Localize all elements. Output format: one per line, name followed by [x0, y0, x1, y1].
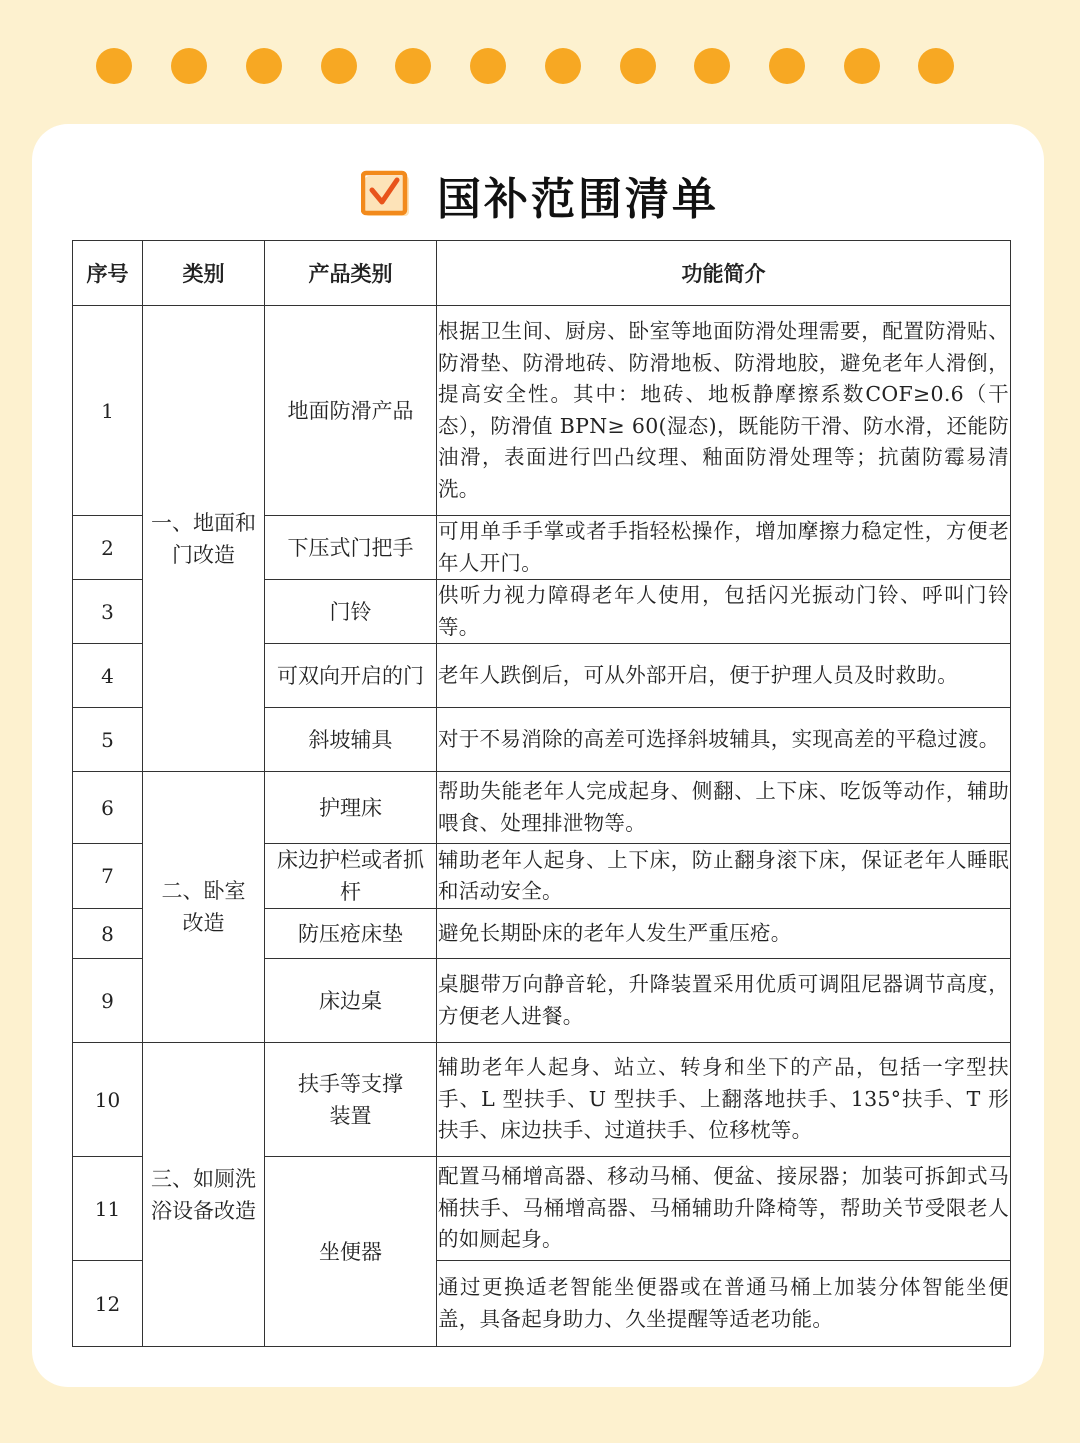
- table-row: [73, 306, 1011, 516]
- product-cell: 扶手等支撑装置: [265, 1043, 437, 1157]
- dot: [694, 48, 730, 84]
- dot: [545, 48, 581, 84]
- product-cell: 斜坡辅具: [265, 708, 437, 772]
- product-cell: 坐便器: [265, 1157, 437, 1347]
- row-index: 7: [73, 844, 143, 909]
- dot: [918, 48, 954, 84]
- description-cell: 避免长期卧床的老年人发生严重压疮。: [437, 909, 1011, 959]
- row-index: 11: [73, 1157, 143, 1261]
- description-cell: 供听力视力障碍老年人使用，包括闪光振动门铃、呼叫门铃等。: [437, 580, 1011, 644]
- checkbox-icon: [361, 170, 415, 220]
- description-cell: 辅助老年人起身、上下床，防止翻身滚下床，保证老年人睡眠和活动安全。: [437, 844, 1011, 909]
- row-index: 2: [73, 516, 143, 580]
- header-category: 类别: [143, 241, 265, 306]
- header-description: 功能简介: [437, 241, 1011, 306]
- row-index: 9: [73, 959, 143, 1043]
- row-index: 4: [73, 644, 143, 708]
- dot: [769, 48, 805, 84]
- description-cell: 配置马桶增高器、移动马桶、便盆、接尿器；加装可拆卸式马桶扶手、马桶增高器、马桶辅助升降椅等，帮助关节受限老人的如厕起身。: [437, 1157, 1011, 1261]
- header-row: [73, 241, 1011, 306]
- description-cell: 桌腿带万向静音轮，升降装置采用优质可调阻尼器调节高度，方便老人进餐。: [437, 959, 1011, 1043]
- title-row: [0, 162, 1080, 228]
- product-cell: 防压疮床垫: [265, 909, 437, 959]
- product-cell: 可双向开启的门: [265, 644, 437, 708]
- dot: [96, 48, 132, 84]
- table-row: [73, 1043, 1011, 1157]
- description-cell: 对于不易消除的高差可选择斜坡辅具，实现高差的平稳过渡。: [437, 708, 1011, 772]
- subsidy-table: [72, 240, 1011, 1347]
- description-cell: 帮助失能老年人完成起身、侧翻、上下床、吃饭等动作，辅助喂食、处理排泄物等。: [437, 772, 1011, 844]
- header-index: 序号: [73, 241, 143, 306]
- product-cell: 床边护栏或者抓杆: [265, 844, 437, 909]
- row-index: 5: [73, 708, 143, 772]
- description-cell: 可用单手手掌或者手指轻松操作，增加摩擦力稳定性，方便老年人开门。: [437, 516, 1011, 580]
- product-cell: 下压式门把手: [265, 516, 437, 580]
- product-cell: 床边桌: [265, 959, 437, 1043]
- dot: [844, 48, 880, 84]
- description-cell: 老年人跌倒后，可从外部开启，便于护理人员及时救助。: [437, 644, 1011, 708]
- table-row: [73, 772, 1011, 844]
- page-title: 国补范围清单: [437, 174, 719, 225]
- category-cell: 三、如厕洗浴设备改造: [143, 1043, 265, 1347]
- product-cell: 地面防滑产品: [265, 306, 437, 516]
- dot: [470, 48, 506, 84]
- description-cell: 通过更换适老智能坐便器或在普通马桶上加装分体智能坐便盖，具备起身助力、久坐提醒等适老功能。: [437, 1261, 1011, 1347]
- dot: [620, 48, 656, 84]
- dot: [171, 48, 207, 84]
- decorative-dots: [0, 0, 1080, 130]
- dot: [395, 48, 431, 84]
- dot: [321, 48, 357, 84]
- row-index: 8: [73, 909, 143, 959]
- description-cell: 辅助老年人起身、站立、转身和坐下的产品，包括一字型扶手、L 型扶手、U 型扶手、上翻落地扶手、135°扶手、T 形扶手、床边扶手、过道扶手、位移枕等。: [437, 1043, 1011, 1157]
- category-cell: 一、地面和门改造: [143, 306, 265, 772]
- header-product: 产品类别: [265, 241, 437, 306]
- row-index: 1: [73, 306, 143, 516]
- product-cell: 门铃: [265, 580, 437, 644]
- row-index: 10: [73, 1043, 143, 1157]
- description-cell: 根据卫生间、厨房、卧室等地面防滑处理需要，配置防滑贴、防滑垫、防滑地砖、防滑地板、防滑地胶，避免老年人滑倒，提高安全性。其中：地砖、地板静摩擦系数COF≥0.6（干态），防滑值 BPN≥ 60(湿态)，既能防干滑、防水滑，还能防油滑，表面进行凹凸纹理、釉面防滑处理等；抗菌防霉易清洗。: [437, 306, 1011, 516]
- product-cell: 护理床: [265, 772, 437, 844]
- row-index: 12: [73, 1261, 143, 1347]
- row-index: 6: [73, 772, 143, 844]
- row-index: 3: [73, 580, 143, 644]
- category-cell: 二、卧室改造: [143, 772, 265, 1043]
- dot: [246, 48, 282, 84]
